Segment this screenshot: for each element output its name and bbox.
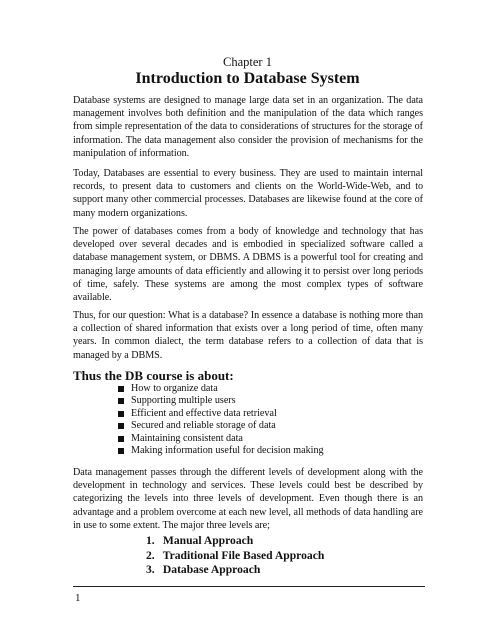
levels-list bbox=[146, 534, 324, 578]
paragraph-data-management-levels: Data management passes through the different levels of development along with the development in technology and services. These levels could best be described by categorizing the levels into three levels of development. Even though there is an advantage and a problem overcome at each new level, all methods of data handling are in use to some extent. The major three levels are; bbox=[73, 467, 423, 531]
level-number: 2. bbox=[146, 548, 155, 562]
level-label: Database Approach bbox=[162, 563, 261, 577]
list-item-label: Secured and reliable storage of data bbox=[131, 420, 276, 432]
list-item bbox=[118, 408, 324, 420]
list-item-label: Efficient and effective data retrieval bbox=[131, 407, 277, 419]
list-item-label: Supporting multiple users bbox=[131, 395, 236, 407]
level-label: Traditional File Based Approach bbox=[162, 548, 325, 562]
page-number: 1 bbox=[75, 592, 81, 604]
list-item bbox=[118, 395, 324, 407]
course-topics-list bbox=[118, 383, 324, 457]
level-number: 1. bbox=[146, 534, 155, 547]
square-bullet-icon bbox=[118, 448, 124, 454]
list-item-label: How to organize data bbox=[131, 383, 218, 394]
square-bullet-icon bbox=[118, 436, 124, 442]
chapter-label: Chapter 1 bbox=[223, 55, 272, 69]
level-item bbox=[146, 534, 324, 549]
list-item bbox=[118, 383, 324, 395]
square-bullet-icon bbox=[118, 398, 124, 404]
level-label: Manual Approach bbox=[162, 534, 254, 547]
paragraph-power: The power of databases comes from a body of knowledge and technology that has developed over several decades and is embodied in specialized software called a database management system, or DBMS. A DBMS is a powerful tool for creating and managing large amounts of data efficiently and allowing it to persist over long periods of time, safely. These systems are among the most complex types of software available. bbox=[73, 226, 423, 304]
list-item bbox=[118, 445, 324, 457]
chapter-title: Introduction to Database System bbox=[135, 70, 360, 87]
list-item-label: Maintaining consistent data bbox=[131, 432, 243, 444]
list-item bbox=[118, 420, 324, 432]
paragraph-intro: Database systems are designed to manage large data set in an organization. The data management involves both definition and the manipulation of the data which ranges from simple representation of the data to considerations of structures for the storage of information. The data management also consider the provision of mechanisms for the manipulation of information. bbox=[73, 95, 423, 159]
footer-divider bbox=[73, 586, 425, 587]
course-section-heading: Thus the DB course is about: bbox=[73, 368, 234, 383]
square-bullet-icon bbox=[118, 423, 124, 429]
level-item bbox=[146, 549, 324, 564]
paragraph-today: Today, Databases are essential to every business. They are used to maintain internal records, to present data to customers and clients on the World-Wide-Web, and to support many other commercial processes. Databases are likewise found at the core of many modern organizations. bbox=[73, 168, 423, 219]
square-bullet-icon bbox=[118, 411, 124, 417]
list-item-label: Making information useful for decision making bbox=[131, 444, 324, 456]
level-number: 3. bbox=[146, 563, 155, 577]
paragraph-what-is-database: Thus, for our question: What is a database? In essence a database is nothing more than a collection of shared information that exists over a long period of time, often many years. In common dialect, the term database refers to a collection of data that is managed by a DBMS. bbox=[73, 310, 423, 361]
square-bullet-icon bbox=[118, 386, 124, 392]
level-item bbox=[146, 563, 324, 578]
list-item bbox=[118, 433, 324, 445]
